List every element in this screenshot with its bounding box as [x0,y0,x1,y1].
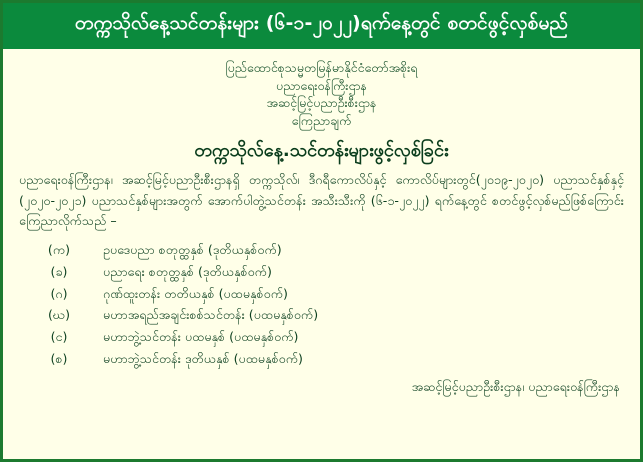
list-item-label: ပညာရေး စတုတ္ထနှစ် (ဒုတိယနှစ်ဝက်) [103,263,272,279]
list-item-label: မဟာဘွဲ့သင်တန်း ဒုတိယနှစ် (ပထမနှစ်ဝက်) [103,350,303,366]
list-item-marker: (ဂ) [50,285,68,301]
ministry-line: ပညာရေးဝန်ကြီးဌာန [275,77,368,93]
announcement-subject: တက္ကသိုလ်နေ့.သင်တန်းများဖွင့်လှစ်ခြင်း [194,139,449,161]
list-item [19,348,624,370]
list-item-marker: (စ) [50,350,68,366]
list-item-marker: (င) [50,328,68,344]
department-line: အဆင့်မြင့်ပညာဦးစီးဌာန [266,95,377,111]
banner-headline: တက္ကသိုလ်နေ့သင်တန်းများ (၆-၁-၂၀၂၂)ရက်နေ့တွင် စတင်ဖွင့်လှစ်မည် [3,3,640,49]
list-item-label: ဥပဒေပညာ စတုတ္ထနှစ် (ဒုတိယနှစ်ဝက်) [103,242,282,258]
list-item-marker: (က) [47,242,71,258]
list-item-label: မဟာဘွဲ့သင်တန်း ပထမနှစ် (ပထမနှစ်ဝက်) [103,328,299,344]
list-item [19,283,624,305]
announcement-paragraph: ပညာရေးဝန်ကြီးဌာန၊ အဆင့်မြင့်ပညာဦးစီးဌာနရှိ တက္ကသိုလ်၊ ဒီဂရီကောလိပ်နှင့် ကောလိပ်များတွင်(၂၀၁၉-၂၀၂၀) ပညာသင်နှစ်နှင့် (၂၀၂၀-၂၀၂၁) ပညာသင်နှစ်များအတွက် အောက်ပါတွဲ့သင်တန်း အသီးသီးကို (၆-၁-၂၀၂၂) ရက်နေ့တွင် စတင်ဖွင့်လှစ်မည်ဖြစ်ကြောင်း ကြေညာလိုက်သည် – [19,172,624,228]
ministry-header-block [19,59,624,130]
list-item-label: မဟာအရည်အချင်းစစ်သင်တန်း (ပထမနှစ်ဝက်) [103,307,319,323]
list-item [19,304,624,326]
list-item-label: ဂုဏ်ထူးတန်း တတိယနှစ် (ပထမနှစ်ဝက်) [103,285,288,301]
signature-line: အဆင့်မြင့်ပညာဦးစီးဌာန၊ ပညာရေးဝန်ကြီးဌာန [411,379,620,395]
government-line: ပြည်ထောင်စုသမ္မတမြန်မာနိုင်ငံတော်အစိုးရ [225,59,418,75]
announcement-label: ကြေညာချက် [291,113,352,128]
list-item [19,326,624,348]
list-item [19,261,624,283]
announcement-body [3,49,640,407]
list-item-marker: (ဃ) [47,307,71,323]
course-list [19,239,624,369]
list-item-marker: (ခ) [50,263,68,279]
list-item [19,239,624,261]
